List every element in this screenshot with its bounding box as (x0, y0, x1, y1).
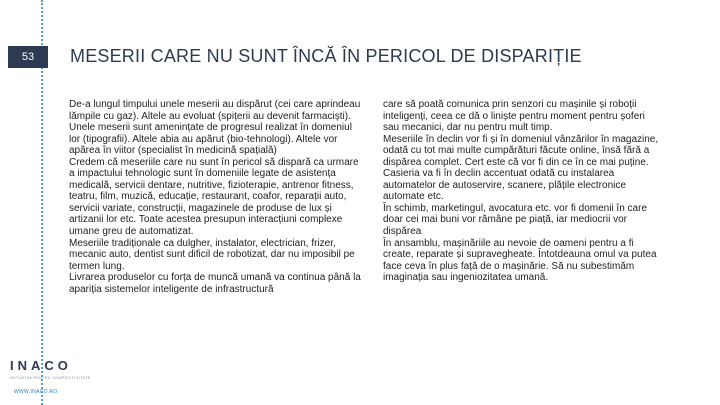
paragraph: Credem că meseriile care nu sunt în pericol să dispară ca urmare a impactului tehnologic sunt în domeniile legate de asistența medicală, servicii dentare, nutritive, fizioterapie, antrenor fitness, teatru, film, muzică, educație, restaurant, coafor, reparații auto, servicii variate, construcții, magazinele de produse de lux și artizanii lor etc. Toate acestea presupun interacțiuni complexe umane greu de automatizat. (69, 156, 359, 238)
inaco-logo: INACO (10, 358, 72, 373)
paragraph: care să poată comunica prin senzori cu mașinile și roboții inteligenți, ceea ce dă o liniște pentru moment pentru șoferi sau mecanici, dar nu pentru mult timp. (383, 99, 645, 134)
body-column-right (383, 99, 663, 284)
paragraph: Meseriile în declin vor fi și în domeniul vânzărilor în magazine, odată cu tot mai multe cumpărături făcute online, însă fără a dispărea complet. Cert este că vor fi din ce în ce mai puține. Casieria va fi în declin accentuat odată cu instalarea automatelor de autoservire, scanere, plățile electronice automate etc. (383, 133, 659, 203)
logo-tagline: INIȚIATIVA PENTRU COMPETITIVITATE (10, 376, 91, 380)
paragraph: În ansamblu, mașinăriile au nevoie de oameni pentru a fi create, reparate și supravegheate. Întotdeauna omul va putea face ceva în plus față de o mașinărie. Să nu subestimăm imaginația sau ingeniozitatea umană. (383, 237, 657, 284)
body-column-left (69, 99, 361, 295)
paragraph: În schimb, marketingul, avocatura etc. vor fi domenii în care doar cei mai buni vor rămâne pe piață, iar mediocrii vor dispărea (383, 202, 648, 238)
paragraph: Livrarea produselor cu forța de muncă umană va continua până la apariția sistemelor inteligente de infrastructură (69, 272, 361, 295)
slide-sidebar (0, 0, 91, 405)
website-link[interactable]: WWW.INACO.RO (14, 389, 58, 395)
paragraph: Meseriile tradiționale ca dulgher, instalator, electrician, frizer, mecanic auto, dentist sunt dificil de robotizat, dar nu imposibil pe termen lung. (69, 237, 355, 272)
slide-number: 53 (8, 46, 48, 68)
slide-title: MESERII CARE NU SUNT ÎNCĂ ÎN PERICOL DE DISPARIȚIE (70, 46, 582, 66)
paragraph: De-a lungul timpului unele meserii au dispărut (cei care aprindeau lămpile cu gaz). Altele au evoluat (spițerii au devenit farmaciști). Unele meserii sunt amenințate de progresul realizat în domeniul lor (tipografii). Altele abia au apărut (bio-tehnologi). Altele vor apărea în viitor (specialist în medicină spațială) (69, 99, 361, 157)
